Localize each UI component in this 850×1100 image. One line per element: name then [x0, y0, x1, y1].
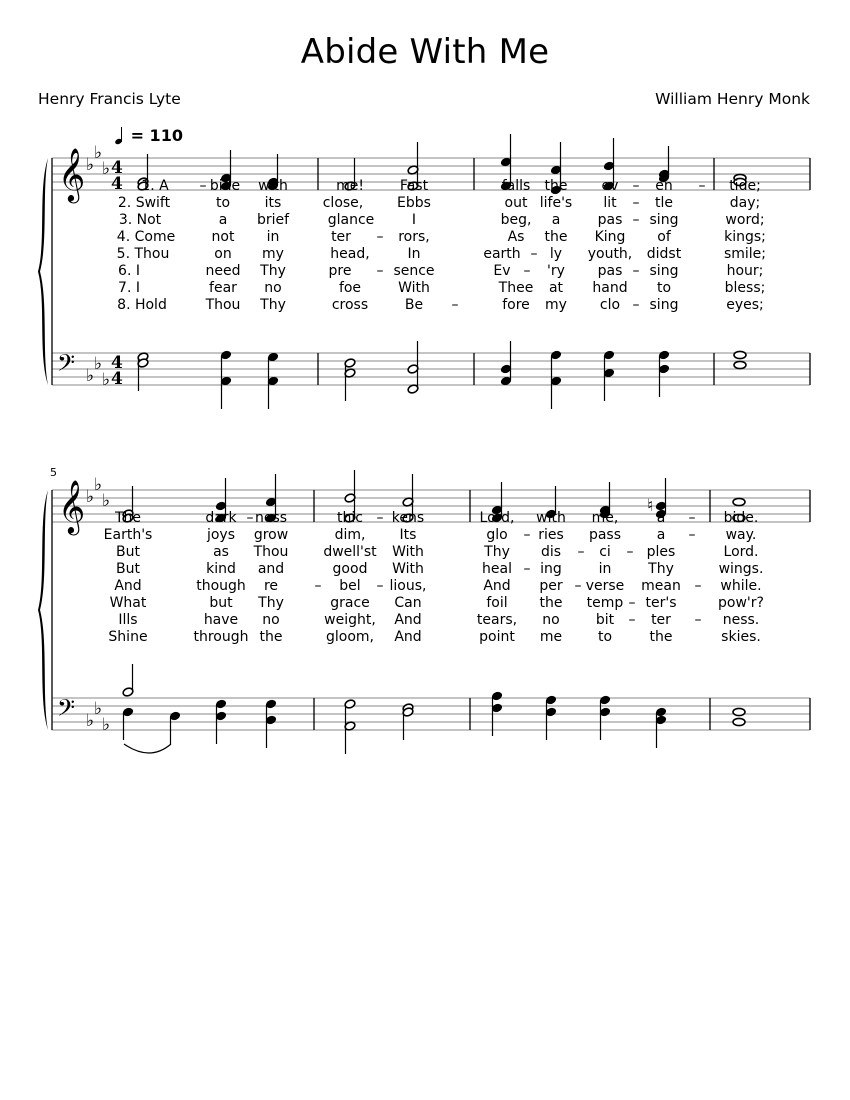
lyric-syllable: hour; [726, 263, 764, 279]
lyric-syllable: But [116, 561, 140, 577]
tempo-value: = 110 [130, 126, 183, 145]
lyric-syllable: 1. A [141, 178, 169, 194]
lyric-syllable: word; [725, 212, 765, 228]
lyric-syllable: falls [501, 178, 531, 194]
lyric-syllable: wings. [718, 561, 764, 577]
lyric-syllable: pre [328, 263, 352, 279]
lyric-syllable: 2. Swift [117, 195, 171, 211]
composer-credit: William Henry Monk [655, 90, 810, 108]
lyric-syllable: kind [206, 561, 236, 577]
lyric-syllable: I [411, 212, 417, 228]
lyric-syllable: weight, [324, 612, 376, 628]
lyric-verse-2 [104, 527, 757, 543]
lyric-syllable: sing [649, 297, 679, 313]
hyphen: – [376, 510, 384, 526]
lyric-syllable: re [263, 578, 279, 594]
hyphen: – [632, 178, 640, 194]
note-chord [733, 708, 745, 725]
lyric-verse-5 [114, 578, 761, 594]
lyric-syllable: cross [331, 297, 369, 313]
lyric-syllable: as [213, 544, 229, 560]
note-chord [658, 350, 670, 397]
hyphen: – [577, 544, 585, 560]
lyric-syllable: And [483, 578, 511, 594]
lyric-syllable: lit [603, 195, 617, 211]
lyric-syllable: King [594, 229, 626, 245]
lyric-syllable: pas [597, 263, 623, 279]
lyric-syllable: With [392, 561, 424, 577]
flat-icon: ♭ [86, 711, 95, 731]
lyric-syllable: Ebbs [397, 195, 431, 211]
lyric-syllable: youth, [587, 246, 633, 262]
svg-text:♮: ♮ [647, 496, 654, 516]
lyric-syllable: Shine [108, 629, 148, 645]
lyric-syllable: bless; [724, 280, 766, 296]
lyric-syllable: gloom, [326, 629, 374, 645]
lyric-syllable: ing [540, 561, 562, 577]
flat-icon: ♭ [86, 155, 95, 175]
note-chord [220, 350, 232, 409]
lyric-verse-6 [110, 595, 764, 611]
lyric-syllable: 4. Come [116, 229, 176, 245]
lyric-syllable: clo [599, 297, 621, 313]
system-1 [38, 134, 810, 409]
lyric-syllable: 5. Thou [116, 246, 170, 262]
lyric-syllable: through [193, 629, 249, 645]
lyric-verse-3 [116, 544, 758, 560]
lyric-verse-6 [118, 263, 763, 279]
lyric-syllable: tle [655, 195, 673, 211]
lyric-syllable: in [266, 229, 280, 245]
lyric-syllable: didst [646, 246, 682, 262]
lyric-syllable: grow [253, 527, 289, 543]
lyric-syllable: tide; [729, 178, 761, 194]
lyric-syllable: Thee [498, 280, 534, 296]
lyric-syllable: a [656, 510, 666, 526]
lyric-syllable: With [398, 280, 430, 296]
lyric-syllable: Thou [253, 544, 289, 560]
lyric-syllable: Lord, [479, 510, 515, 526]
lyric-syllable: have [203, 612, 239, 628]
lyric-syllable: rors, [398, 229, 430, 245]
lyric-syllable: out [504, 195, 528, 211]
lyric-syllable: on [214, 246, 232, 262]
lyric-syllable: kings; [724, 229, 766, 245]
lyric-syllable: 8. Hold [117, 297, 167, 313]
hyphen: – [632, 212, 640, 228]
note-head [734, 351, 746, 358]
lyric-syllable: The [114, 510, 142, 526]
lyric-syllable: bide [209, 178, 241, 194]
measure-number: 5 [50, 466, 57, 479]
lyric-syllable: Thy [258, 595, 284, 611]
lyricist-credit: Henry Francis Lyte [38, 90, 181, 108]
hyphen: – [632, 297, 640, 313]
lyric-syllable: ter [331, 229, 351, 245]
flat-icon: ♭ [102, 370, 111, 390]
lyric-syllable: en [655, 178, 673, 194]
lyric-syllable: kens [391, 510, 425, 526]
lyric-syllable: a [656, 527, 666, 543]
lyric-syllable: Thy [260, 263, 286, 279]
note-chord [407, 341, 419, 394]
lyric-syllable: sing [649, 263, 679, 279]
note-chord [655, 707, 667, 748]
lyric-syllable: life's [539, 195, 573, 211]
hyphen: – [523, 263, 531, 279]
lyric-verse-2 [118, 195, 760, 211]
lyric-syllable: dis [540, 544, 562, 560]
lyric-syllable: 6. I [118, 263, 140, 279]
song-title: Abide With Me [300, 32, 550, 72]
lyric-syllable: foe [338, 280, 362, 296]
lyric-verse-7 [118, 280, 765, 296]
lyric-syllable: no [542, 612, 560, 628]
flat-icon: ♭ [94, 699, 103, 719]
lyric-syllable: and [257, 561, 285, 577]
hyphen: – [523, 527, 531, 543]
lyric-syllable: need [205, 263, 241, 279]
lyric-syllable: pow'r? [718, 595, 764, 611]
lyric-syllable: its [264, 195, 282, 211]
lyric-syllable: sence [393, 263, 435, 279]
lyric-syllable: Can [394, 595, 422, 611]
treble-clef-icon: 𝄞 [58, 479, 86, 533]
lyric-syllable: grace [330, 595, 370, 611]
lyric-syllable: with [536, 510, 566, 526]
hyphen: – [628, 595, 636, 611]
lyric-verse-8 [108, 629, 760, 645]
lyric-syllable: no [262, 612, 280, 628]
lyric-syllable: 3. Not [118, 212, 162, 228]
hyphen: – [314, 578, 322, 594]
lyric-syllable: ries [538, 527, 564, 543]
note-chord [344, 358, 356, 401]
note-chord [402, 703, 414, 740]
hyphen: – [246, 510, 254, 526]
lyric-syllable: but [209, 595, 233, 611]
lyric-verse-4 [116, 561, 763, 577]
note-chord [603, 350, 615, 401]
bass-clef-icon: 𝄢 [57, 694, 76, 727]
lyric-syllable: beg, [500, 212, 532, 228]
lyric-syllable: my [545, 297, 567, 313]
lyric-verse-4 [117, 229, 766, 245]
hyphen: – [530, 246, 538, 262]
note-chord [550, 350, 562, 409]
hyphen: – [574, 578, 582, 594]
note-chord [267, 352, 279, 409]
lyrics [104, 510, 764, 645]
note-chord [169, 711, 181, 744]
lyric-syllable: tears, [476, 612, 518, 628]
lyric-syllable: though [196, 578, 246, 594]
lyric-syllable: fear [209, 280, 237, 296]
flat-icon: ♭ [102, 715, 111, 735]
lyric-verse-8 [117, 297, 764, 313]
lyric-syllable: my [262, 246, 284, 262]
lyric-syllable: bel [339, 578, 361, 594]
lyric-syllable: 'ry [547, 263, 565, 279]
lyric-syllable: me! [336, 178, 364, 194]
bass-clef-icon: 𝄢 [57, 349, 76, 382]
lyric-syllable: ter's [645, 595, 677, 611]
lyric-syllable: with [258, 178, 288, 194]
lyric-syllable: verse [585, 578, 625, 594]
lyric-syllable: joys [206, 527, 236, 543]
lyric-syllable: per [539, 578, 563, 594]
lyric-syllable: 7. I [118, 280, 140, 296]
lyric-verse-1 [114, 510, 758, 526]
hyphen: – [199, 178, 207, 194]
brace-icon [38, 158, 48, 385]
lyric-syllable: a [218, 212, 228, 228]
lyric-syllable: the [259, 629, 283, 645]
lyric-syllable: to [215, 195, 231, 211]
lyric-syllable: me, [591, 510, 619, 526]
lyric-verse-5 [117, 246, 766, 262]
lyric-syllable: mean [641, 578, 681, 594]
lyric-syllable: Thy [484, 544, 510, 560]
lyric-syllable: Ev [493, 263, 511, 279]
lyric-syllable: while. [720, 578, 762, 594]
lyric-syllable: pass [588, 527, 622, 543]
bass-staff [52, 353, 810, 385]
lyric-syllable: temp [586, 595, 624, 611]
lyric-syllable: the [544, 229, 568, 245]
lyric-syllable: smile; [723, 246, 767, 262]
note-chord [545, 695, 557, 740]
note-chord [122, 707, 134, 740]
lyric-syllable: head, [330, 246, 370, 262]
lyric-syllable: Earth's [103, 527, 153, 543]
lyric-syllable: lious, [389, 578, 427, 594]
lyric-syllable: And [394, 612, 422, 628]
lyric-syllable: to [597, 629, 613, 645]
time-signature-bottom: 4 [111, 174, 123, 194]
note-chord [599, 695, 611, 740]
lyric-syllable: bide. [723, 510, 759, 526]
brace-icon [38, 490, 48, 730]
note-head [733, 708, 745, 715]
lyric-syllable: the [539, 595, 563, 611]
lyric-syllable: But [116, 544, 140, 560]
hyphen: – [698, 178, 706, 194]
lyric-syllable: Thy [260, 297, 286, 313]
lyric-syllable: point [479, 629, 515, 645]
note-head [733, 718, 745, 725]
hyphen: – [376, 229, 384, 245]
note-head [733, 498, 745, 505]
slur [124, 744, 171, 753]
hyphen: – [694, 578, 702, 594]
lyric-syllable: pas [597, 212, 623, 228]
hyphen: – [626, 544, 634, 560]
lyric-syllable: brief [256, 212, 290, 228]
lyric-syllable: ness [254, 510, 288, 526]
flat-icon: ♭ [94, 354, 103, 374]
lyric-syllable: And [394, 629, 422, 645]
hyphen: – [451, 297, 459, 313]
lyric-syllable: dwell'st [323, 544, 377, 560]
lyric-syllable: the [649, 629, 673, 645]
lyric-syllable: eyes; [726, 297, 764, 313]
lyric-syllable: glance [327, 212, 375, 228]
note-chord [344, 699, 356, 754]
treble-clef-icon: 𝄞 [58, 147, 86, 201]
lyric-verse-7 [118, 612, 759, 628]
note-chord [122, 664, 134, 697]
lyric-syllable: at [548, 280, 564, 296]
lyrics [117, 178, 766, 313]
lyric-syllable: ci [599, 544, 611, 560]
lyric-syllable: dim, [334, 527, 366, 543]
treble-staff [52, 490, 810, 522]
time-signature-bottom: 4 [111, 369, 123, 389]
lyric-syllable: skies. [721, 629, 761, 645]
hyphen: – [688, 527, 696, 543]
hyphen: – [376, 263, 384, 279]
lyric-verse-3 [119, 212, 765, 228]
lyric-syllable: What [109, 595, 147, 611]
lyric-syllable: As [507, 229, 525, 245]
lyric-syllable: Its [399, 527, 417, 543]
hyphen: – [376, 578, 384, 594]
hyphen: – [628, 612, 636, 628]
lyric-syllable: not [211, 229, 235, 245]
time-signature-top: 4 [111, 353, 123, 373]
lyric-syllable: glo [486, 527, 508, 543]
lyric-syllable: ter [651, 612, 671, 628]
hyphen: – [694, 612, 702, 628]
hyphen: – [523, 561, 531, 577]
lyric-syllable: Be [404, 297, 424, 313]
lyric-syllable: foil [486, 595, 508, 611]
lyric-syllable: close, [322, 195, 364, 211]
lyric-syllable: hand [592, 280, 628, 296]
bass-staff [52, 698, 810, 730]
lyric-syllable: the [544, 178, 568, 194]
flat-icon: ♭ [102, 491, 111, 511]
flat-icon: ♭ [94, 143, 103, 163]
lyric-syllable: ples [646, 544, 676, 560]
note-chord [734, 351, 746, 368]
note-head [734, 361, 746, 368]
flat-icon: ♭ [86, 366, 95, 386]
note-chord [500, 341, 512, 386]
lyric-syllable: With [392, 544, 424, 560]
flat-icon: ♭ [86, 487, 95, 507]
lyric-syllable: fore [502, 297, 530, 313]
lyric-syllable: to [656, 280, 672, 296]
flat-icon: ♭ [94, 475, 103, 495]
lyric-syllable: ness. [722, 612, 760, 628]
lyric-syllable: in [598, 561, 612, 577]
lyric-syllable: Lord. [723, 544, 759, 560]
lyric-syllable: thic [337, 510, 363, 526]
time-signature-top: 4 [111, 158, 123, 178]
lyric-syllable: day; [729, 195, 761, 211]
lyric-syllable: me [539, 629, 563, 645]
lyric-syllable: earth [483, 246, 521, 262]
lyric-syllable: of [657, 229, 671, 245]
lyric-syllable: In [407, 246, 421, 262]
lyric-verse-1 [141, 178, 761, 194]
lyric-syllable: And [114, 578, 142, 594]
lyric-syllable: bit [595, 612, 615, 628]
lyric-syllable: way. [725, 527, 757, 543]
hyphen: – [632, 195, 640, 211]
hyphen: – [632, 263, 640, 279]
lyric-syllable: Fast [399, 178, 429, 194]
lyric-syllable: heal [482, 561, 512, 577]
lyric-syllable: a [551, 212, 561, 228]
lyric-syllable: sing [649, 212, 679, 228]
lyric-syllable: dark [205, 510, 237, 526]
lyric-syllable: ev [601, 178, 619, 194]
flat-icon: ♭ [102, 159, 111, 179]
lyric-syllable: ly [549, 246, 563, 262]
lyric-syllable: Thou [205, 297, 241, 313]
lyric-syllable: no [264, 280, 282, 296]
lyric-syllable: Ills [118, 612, 138, 628]
lyric-syllable: good [332, 561, 368, 577]
lyric-syllable: Thy [648, 561, 674, 577]
hyphen: – [688, 510, 696, 526]
system-2 [38, 466, 810, 754]
